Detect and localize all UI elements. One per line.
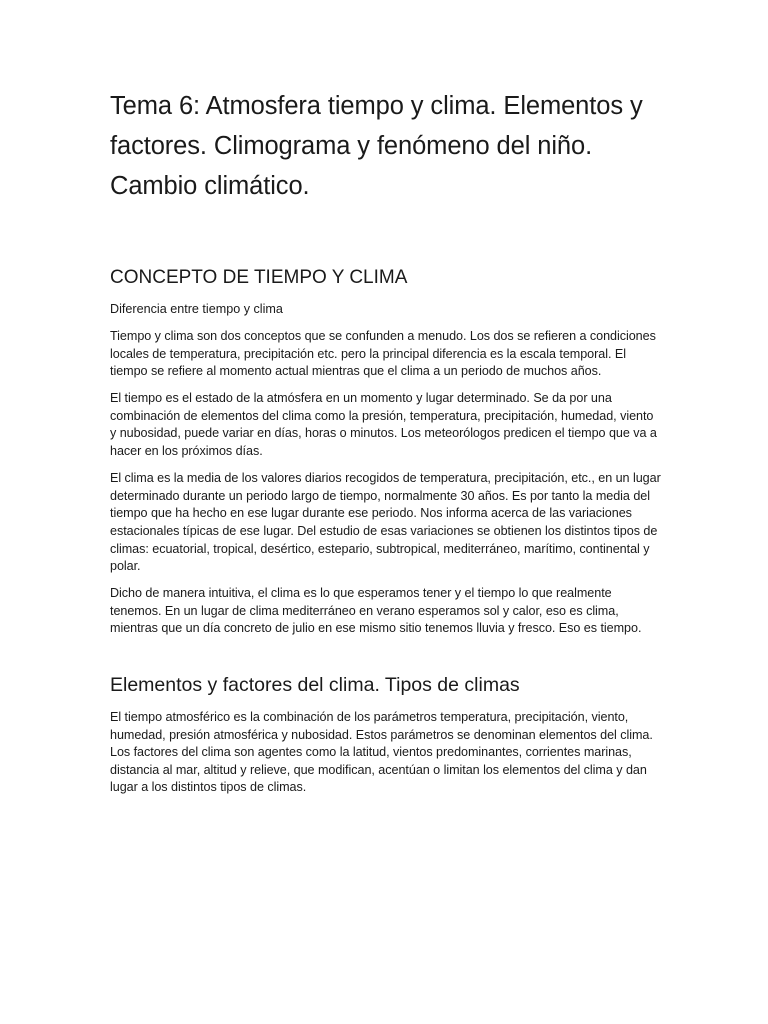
document-page xyxy=(110,86,662,797)
paragraph-4: Dicho de manera intuitiva, el clima es lo que esperamos tener y el tiempo lo que realmente tenemos. En un lugar de clima mediterráneo en verano esperamos sol y calor, eso es clima, mientras que un día concreto de julio en ese mismo sitio tenemos lluvia y fresco. Eso es tiempo. xyxy=(110,586,642,636)
paragraph-5: El tiempo atmosférico es la combinación de los parámetros temperatura, precipitación, viento, humedad, presión atmosférica y nubosidad. Estos parámetros se denominan elementos del clima. Los factores del clima son agentes como la latitud, vientos predominantes, corrientes marinas, distancia al mar, altitud y relieve, que modifican, acentúan o limitan los elementos del clima y dan lugar a los distintos tipos de climas. xyxy=(110,710,653,795)
paragraph-1: Tiempo y clima son dos conceptos que se confunden a menudo. Los dos se refieren a condiciones locales de temperatura, precipitación etc. pero la principal diferencia es la escala temporal. El tiempo se refiere al momento actual mientras que el clima a un periodo de muchos años. xyxy=(110,329,656,379)
section-heading-elementos: Elementos y factores del clima. Tipos de climas xyxy=(110,674,520,696)
paragraph-2: El tiempo es el estado de la atmósfera en un momento y lugar determinado. Se da por una combinación de elementos del clima como la presión, temperatura, precipitación, humedad, viento y nubosidad, puede variar en días, horas o minutos. Los meteorólogos predicen el tiempo que va a hacer en los próximos días. xyxy=(110,391,657,459)
document-title: Tema 6: Atmosfera tiempo y clima. Elementos y factores. Climograma y fenómeno del niño. Cambio climático. xyxy=(110,92,643,200)
section-subheading: Diferencia entre tiempo y clima xyxy=(110,302,283,316)
section-heading-concepto: CONCEPTO DE TIEMPO Y CLIMA xyxy=(110,267,408,288)
paragraph-3: El clima es la media de los valores diarios recogidos de temperatura, precipitación, etc., en un lugar determinado durante un periodo largo de tiempo, normalmente 30 años. Es por tanto la media del tiempo que ha hecho en ese lugar durante ese periodo. Nos informa acerca de las variaciones estacionales típicas de ese lugar. Del estudio de esas variaciones se obtienen los distintos tipos de climas: ecuatorial, tropical, desértico, estepario, subtropical, mediterráneo, marítimo, continental y polar. xyxy=(110,471,661,574)
